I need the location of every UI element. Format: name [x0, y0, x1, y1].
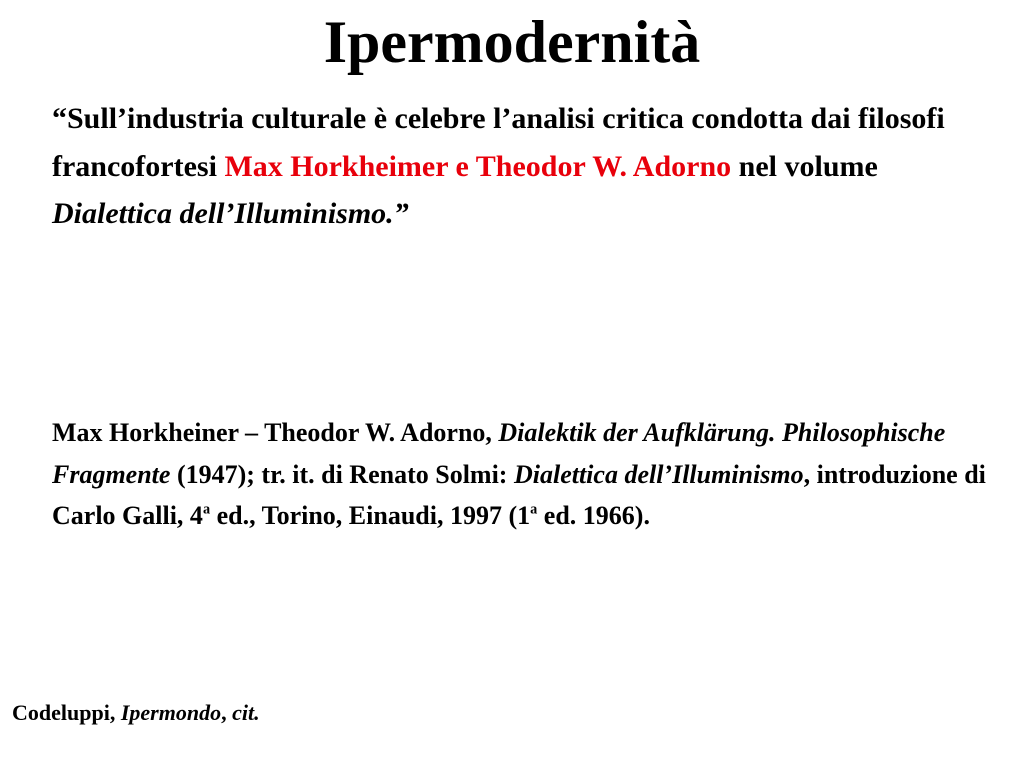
quote-text-open: “Sull’industria culturale è celebre l’analisi critica condotta dai filosofi francofortesi [52, 102, 945, 183]
source-cit: cit. [232, 700, 260, 725]
bibliographic-citation [52, 412, 1012, 537]
quote-book-title: Dialettica dell’Illuminismo. [52, 197, 394, 230]
quote-authors-highlight: Max Horkheimer e Theodor W. Adorno [224, 149, 732, 183]
citation-edition-text: , introduzione di Carlo Galli, 4 [52, 459, 986, 530]
citation-edition-sup: a [202, 501, 211, 518]
citation-first-edition-rest: ed. 1966). [537, 501, 650, 530]
citation-italian-title: Dialettica dell’Illuminismo [513, 459, 804, 489]
source-note [12, 698, 260, 728]
quote-paragraph [52, 95, 992, 238]
citation-original-title: Dialektik der Aufklärung. Philosophische Fragmente [52, 418, 946, 489]
citation-first-edition-sup: a [530, 501, 538, 518]
slide-title: Ipermodernità [323, 9, 701, 75]
source-separator: , [221, 700, 233, 725]
quote-close-mark: ” [393, 197, 409, 230]
citation-authors: Max Horkheiner – Theodor W. Adorno, [52, 418, 499, 447]
source-book: Ipermondo [120, 700, 222, 725]
source-author: Codeluppi, [12, 700, 121, 725]
citation-year-translator: (1947); tr. it. di Renato Solmi: [170, 459, 514, 489]
quote-text-middle: nel volume [731, 149, 878, 183]
citation-edition-rest: ed., Torino, Einaudi, 1997 (1 [210, 501, 531, 530]
